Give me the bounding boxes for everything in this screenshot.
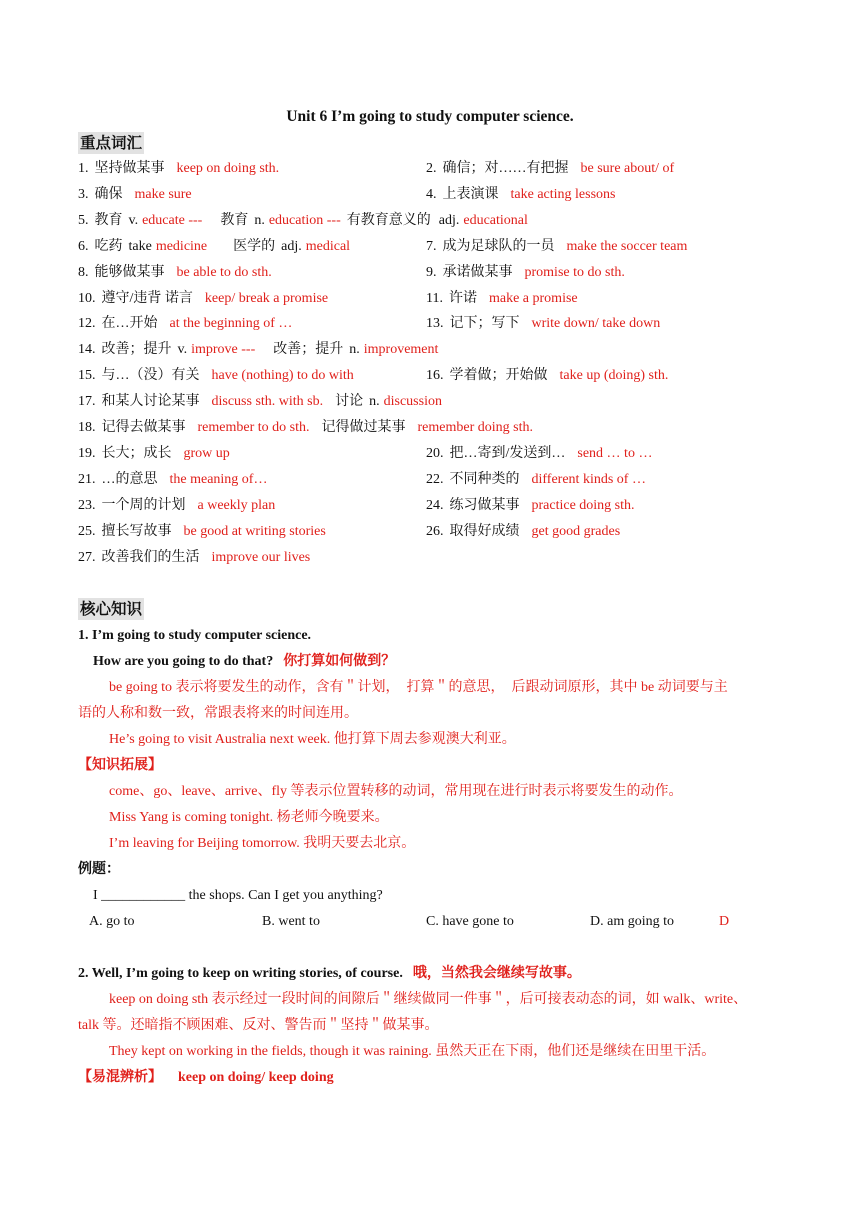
- chinese-term-2: 医学的: [233, 238, 276, 254]
- chinese-term-2: 记得做过某事: [321, 420, 406, 435]
- english-term: get good grades: [531, 523, 621, 539]
- option-c: C. have gone to: [426, 914, 514, 929]
- option-b: B. went to: [262, 914, 320, 929]
- english-term-3: educational: [463, 212, 528, 228]
- prefix-word: take: [128, 238, 152, 254]
- vocab-row: [78, 417, 798, 439]
- vocab-item: [426, 184, 615, 206]
- vocab-item: [78, 339, 438, 361]
- english-term: discuss sth. with sb.: [211, 394, 324, 410]
- english-term-2: remember doing sth.: [417, 420, 533, 435]
- chinese-term: 取得好成绩: [449, 523, 520, 539]
- part-of-speech: adj.: [281, 238, 302, 254]
- english-term: at the beginning of …: [169, 316, 293, 332]
- chinese-term: 练习做某事: [449, 497, 520, 513]
- document-title: Unit 6 I’m going to study computer science.: [286, 108, 574, 125]
- chinese-term: 一个周的计划: [101, 497, 186, 513]
- english-term: be sure about/ of: [580, 161, 675, 176]
- vocab-row: [78, 469, 798, 491]
- chinese-term: 记得去做某事: [101, 420, 186, 435]
- vocab-item: [78, 391, 442, 413]
- option-d: D. am going to: [590, 914, 674, 929]
- english-term: write down/ take down: [531, 316, 661, 332]
- part-of-speech: v.: [128, 212, 139, 228]
- item-number: 15.: [78, 368, 96, 384]
- answer-key: D: [719, 914, 730, 929]
- vocab-item: [78, 547, 310, 569]
- chinese-term: 遵守/违背 诺言: [101, 290, 193, 306]
- part-of-speech: n.: [254, 212, 265, 228]
- vocab-row: [78, 158, 798, 180]
- vocab-row: [78, 443, 798, 465]
- explanation-line-1: be going to 表示将要发生的动作，含有＂计划， 打算＂的意思， 后跟动词原形，其中 be 动词要与主: [109, 680, 728, 695]
- english-term-2: education ---: [268, 212, 341, 228]
- chinese-term: 改善我们的生活: [101, 549, 200, 565]
- english-term: educate ---: [142, 212, 203, 228]
- vocab-item: [78, 495, 275, 517]
- english-term: improve our lives: [211, 549, 311, 565]
- chinese-term: 长大；成长: [101, 445, 172, 461]
- vocab-item: [78, 184, 192, 206]
- confusion-analysis: [78, 1065, 784, 1091]
- chinese-term: 与…（没）有关: [101, 368, 200, 384]
- chinese-term: 能够做某事: [94, 264, 165, 280]
- knowledge-extension-heading: 【知识拓展】: [78, 758, 162, 773]
- chinese-term-2: 改善；提升: [273, 342, 344, 358]
- item-number: 24.: [426, 497, 444, 513]
- item-number: 5.: [78, 212, 89, 228]
- part-of-speech: adj.: [438, 212, 460, 228]
- item-number: 8.: [78, 264, 89, 280]
- vocab-item: [426, 288, 578, 310]
- vocab-row: [78, 547, 798, 569]
- chinese-term: 和某人讨论某事: [101, 394, 200, 410]
- vocab-item: [78, 417, 533, 439]
- vocab-item: [78, 262, 272, 284]
- item-number: 13.: [426, 316, 444, 332]
- item-number: 18.: [78, 420, 96, 435]
- example-sentence-1: He’s going to visit Australia next week. 他打算下周去参观澳大利亚。: [109, 732, 516, 747]
- chinese-term: 把…寄到/发送到…: [449, 445, 566, 461]
- chinese-term: 上表演课: [442, 186, 499, 202]
- vocab-item: [78, 521, 326, 543]
- item-number: 22.: [426, 471, 444, 487]
- part-of-speech: v.: [177, 342, 188, 358]
- vocab-item: [426, 521, 620, 543]
- item-number: 14.: [78, 342, 96, 358]
- part-of-speech: n.: [369, 394, 380, 410]
- chinese-term: 确信；对……有把握: [442, 161, 569, 176]
- vocab-item: [78, 313, 292, 335]
- k2-explanation-line-2: talk 等。还暗指不顾困难、反对、警告而＂坚持＂做某事。: [78, 1018, 439, 1033]
- english-term: take acting lessons: [510, 186, 616, 202]
- extension-line-3: I’m leaving for Beijing tomorrow. 我明天要去北京。: [109, 836, 416, 851]
- vocab-row: [78, 288, 798, 310]
- item-number: 11.: [426, 290, 443, 306]
- part-of-speech: n.: [349, 342, 360, 358]
- vocab-item: [78, 443, 230, 465]
- english-term-2: discussion: [383, 394, 442, 410]
- item-number: 20.: [426, 445, 444, 461]
- item-number: 21.: [78, 471, 96, 487]
- heading-chinese: 哦，当然我会继续写故事。: [412, 966, 581, 981]
- chinese-term: 确保: [94, 186, 123, 202]
- english-term: make a promise: [488, 290, 578, 306]
- english-term: medicine: [155, 238, 208, 254]
- k2-explanation-line-1: keep on doing sth 表示经过一段时间的间隙后＂继续做同一件事＂，后可接表动态的词，如 walk、write、: [109, 992, 748, 1007]
- chinese-term: 承诺做某事: [442, 264, 513, 280]
- vocab-item: [78, 469, 267, 491]
- chinese-term-2: 讨论: [335, 394, 364, 410]
- english-term: remember to do sth.: [197, 420, 310, 435]
- english-term: promise to do sth.: [524, 264, 625, 280]
- knowledge-point-2-heading: [78, 961, 784, 987]
- vocab-row: [78, 184, 798, 206]
- item-number: 4.: [426, 186, 437, 202]
- confusion-text: keep on doing/ keep doing: [178, 1070, 334, 1085]
- english-term: take up (doing) sth.: [559, 368, 669, 384]
- vocab-item: [426, 262, 625, 284]
- vocab-row: [78, 210, 798, 232]
- chinese-term: …的意思: [101, 471, 158, 487]
- vocab-item: [426, 158, 674, 180]
- vocab-item: [78, 210, 528, 232]
- example-question-text: I ____________ the shops. Can I get you anything?: [93, 888, 383, 903]
- vocab-row: [78, 262, 798, 284]
- item-number: 10.: [78, 290, 96, 306]
- item-number: 19.: [78, 445, 96, 461]
- example-question-heading: 例题：: [78, 862, 120, 877]
- english-term: make sure: [134, 186, 192, 202]
- english-term: keep/ break a promise: [204, 290, 329, 306]
- chinese-term: 在…开始: [101, 316, 158, 332]
- item-number: 17.: [78, 394, 96, 410]
- item-number: 2.: [426, 161, 437, 176]
- chinese-term-3: 有教育意义的: [346, 212, 431, 228]
- vocab-item: [426, 469, 646, 491]
- item-number: 23.: [78, 497, 96, 513]
- english-term: the meaning of…: [169, 471, 268, 487]
- english-term: be good at writing stories: [183, 523, 326, 539]
- explanation-line-2: 语的人称和数一致，常跟表将来的时间连用。: [78, 706, 358, 721]
- item-number: 12.: [78, 316, 96, 332]
- answer-options: [78, 909, 784, 935]
- item-number: 27.: [78, 549, 96, 565]
- knowledge-point-1-question: [93, 649, 799, 675]
- chinese-term: 许诺: [448, 290, 477, 306]
- question-chinese: 你打算如何做到？: [283, 654, 396, 669]
- vocab-item: [78, 365, 354, 387]
- english-term: a weekly plan: [197, 497, 276, 513]
- knowledge-point-1-heading: 1. I’m going to study computer science.: [78, 628, 312, 643]
- item-number: 25.: [78, 523, 96, 539]
- english-term: improve ---: [191, 342, 256, 358]
- heading-english: 2. Well, I’m going to keep on writing stories, of course.: [78, 966, 403, 981]
- vocab-item: [426, 495, 635, 517]
- english-term-2: medical: [305, 238, 351, 254]
- item-number: 3.: [78, 186, 89, 202]
- english-term: make the soccer team: [566, 238, 688, 254]
- english-term: different kinds of …: [531, 471, 646, 487]
- vocab-row: [78, 313, 798, 335]
- english-term: have (nothing) to do with: [211, 368, 354, 384]
- vocab-item: [78, 236, 350, 258]
- vocab-row: [78, 391, 798, 413]
- english-term: keep on doing sth.: [176, 161, 280, 176]
- vocab-item: [78, 158, 279, 180]
- chinese-term: 不同种类的: [449, 471, 520, 487]
- vocab-row: [78, 236, 798, 258]
- vocab-row: [78, 521, 798, 543]
- item-number: 7.: [426, 238, 437, 254]
- chinese-term: 教育: [94, 212, 123, 228]
- section-heading-vocabulary: 重点词汇: [80, 134, 143, 152]
- chinese-term: 坚持做某事: [94, 161, 165, 176]
- chinese-term: 成为足球队的一员: [442, 238, 555, 254]
- extension-line-2: Miss Yang is coming tonight. 杨老师今晚要来。: [109, 810, 389, 825]
- chinese-term-2: 教育: [220, 212, 249, 228]
- chinese-term: 擅长写故事: [101, 523, 172, 539]
- vocab-item: [426, 443, 652, 465]
- item-number: 9.: [426, 264, 437, 280]
- vocab-row: [78, 495, 798, 517]
- option-a: A. go to: [89, 914, 135, 929]
- item-number: 26.: [426, 523, 444, 539]
- vocab-row: [78, 365, 798, 387]
- chinese-term: 吃药: [94, 238, 123, 254]
- item-number: 16.: [426, 368, 444, 384]
- chinese-term: 改善；提升: [101, 342, 172, 358]
- vocab-row: [78, 339, 798, 361]
- item-number: 6.: [78, 238, 89, 254]
- vocab-item: [426, 365, 668, 387]
- chinese-term: 记下；写下: [449, 316, 520, 332]
- english-term: grow up: [183, 445, 230, 461]
- english-term: practice doing sth.: [531, 497, 635, 513]
- vocab-item: [78, 288, 328, 310]
- confusion-heading: 【易混辨析】: [78, 1070, 162, 1085]
- item-number: 1.: [78, 161, 89, 176]
- question-english: How are you going to do that?: [93, 654, 274, 669]
- english-term-2: improvement: [363, 342, 439, 358]
- vocab-item: [426, 313, 660, 335]
- english-term: be able to do sth.: [176, 264, 272, 280]
- section-heading-core-knowledge: 核心知识: [80, 600, 143, 618]
- chinese-term: 学着做；开始做: [449, 368, 548, 384]
- vocab-item: [426, 236, 687, 258]
- english-term: send … to …: [577, 445, 653, 461]
- k2-example-sentence: They kept on working in the fields, though it was raining. 虽然天正在下雨，他们还是继续在田里干活。: [109, 1044, 716, 1059]
- extension-line-1: come、go、leave、arrive、fly 等表示位置转移的动词，常用现在进行时表示将要发生的动作。: [109, 784, 683, 799]
